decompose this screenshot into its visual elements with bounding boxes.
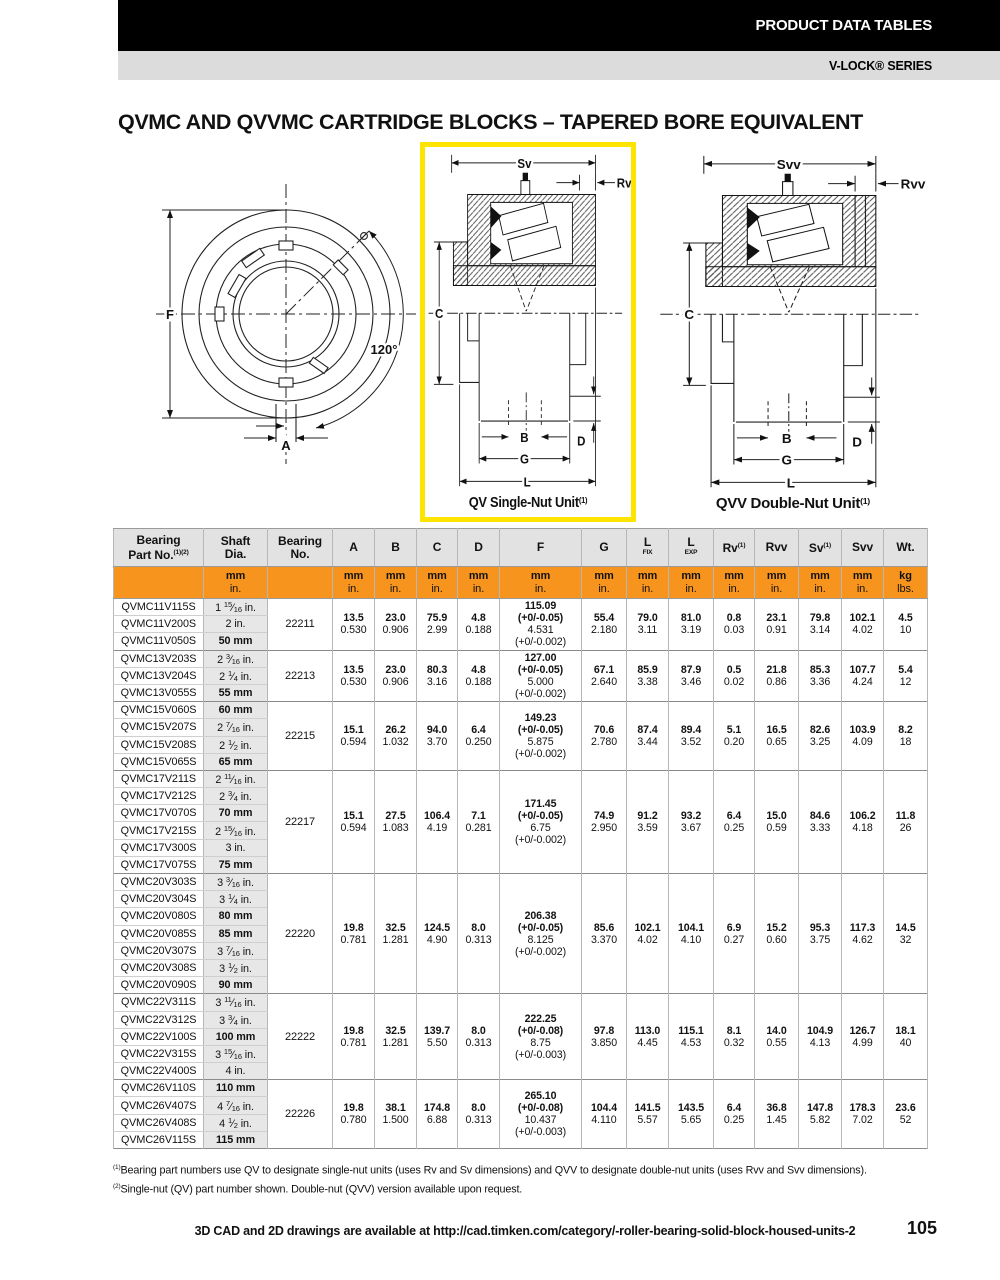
dim-b-value: 23.0 0.906: [375, 599, 417, 651]
dim-c-value: 94.0 3.70: [417, 702, 458, 771]
dim-lexp-value: 143.5 5.65: [669, 1080, 714, 1149]
shaft-dia-value: 2 $^{11}⁄_{16}$ in.: [204, 770, 268, 787]
dim-d-label: D: [577, 434, 586, 449]
col-l-exp: L EXP: [669, 529, 714, 567]
bearing-no-value: 22222: [268, 994, 333, 1080]
col-d: D: [458, 529, 500, 567]
col-rv: Rv$^{(1)}$: [714, 529, 755, 567]
dim-g-value: 97.8 3.850: [582, 994, 627, 1080]
shaft-dia-value: 115 mm: [204, 1131, 268, 1148]
dim-wt-value: 11.8 26: [884, 770, 928, 873]
col-c: C: [417, 529, 458, 567]
bearing-part-no: QVMC26V407S: [114, 1097, 204, 1114]
bearing-part-no: QVMC26V408S: [114, 1114, 204, 1131]
dim-rv-value: 5.1 0.20: [714, 702, 755, 771]
shaft-dia-value: 70 mm: [204, 805, 268, 822]
units-kg-lbs: kg lbs.: [884, 567, 928, 599]
shaft-dia-value: 60 mm: [204, 702, 268, 719]
dim-l-label: L: [523, 474, 531, 490]
units-mm-in: mm in.: [417, 567, 458, 599]
dim-c-value: 139.7 5.50: [417, 994, 458, 1080]
shaft-dia-value: 55 mm: [204, 684, 268, 701]
col-f: F: [500, 529, 582, 567]
shaft-dia-value: 85 mm: [204, 925, 268, 942]
bearing-part-no: QVMC22V315S: [114, 1045, 204, 1062]
bearing-group-22222: [114, 994, 928, 1080]
dim-rv-value: 0.8 0.03: [714, 599, 755, 651]
dim-a-value: 13.5 0.530: [333, 599, 375, 651]
shaft-dia-value: 90 mm: [204, 977, 268, 994]
dim-lexp-value: 104.1 4.10: [669, 874, 714, 994]
dim-rv-value: 6.4 0.25: [714, 770, 755, 873]
shaft-dia-value: 3 $^1⁄_2$ in.: [204, 959, 268, 976]
dim-f-value: 206.38 (+0/-0.05) 8.125 (+0/-0.002): [500, 874, 582, 994]
bearing-part-no: QVMC15V208S: [114, 736, 204, 753]
dim-sv-value: 82.6 3.25: [799, 702, 842, 771]
bearing-group-22211: [114, 599, 928, 651]
units-mm-in: mm in.: [333, 567, 375, 599]
footnote-2: $^{(2)}$Single-nut (QV) part number shown. Double-nut (QVV) version available upon request.: [113, 1182, 523, 1196]
bearing-part-no: QVMC17V211S: [114, 770, 204, 787]
dim-d-value: 6.4 0.250: [458, 702, 500, 771]
dim-d-value: 4.8 0.188: [458, 599, 500, 651]
dim-c-value: 106.4 4.19: [417, 770, 458, 873]
dim-lfix-value: 87.4 3.44: [627, 702, 669, 771]
bearing-part-no: QVMC20V307S: [114, 942, 204, 959]
shaft-dia-value: 2 $^1⁄_4$ in.: [204, 667, 268, 684]
header-band-black: [118, 0, 1000, 51]
dim-lfix-value: 102.1 4.02: [627, 874, 669, 994]
footer: [113, 1218, 937, 1248]
shaft-dia-value: 3 $^1⁄_4$ in.: [204, 891, 268, 908]
bearing-part-no: QVMC20V304S: [114, 891, 204, 908]
shaft-dia-value: 75 mm: [204, 856, 268, 873]
bearing-part-no: QVMC22V312S: [114, 1011, 204, 1028]
dim-svv-value: 102.1 4.02: [842, 599, 884, 651]
dim-g-value: 67.1 2.640: [582, 650, 627, 702]
table-row: [114, 770, 928, 787]
shaft-dia-value: 3 $^{15}⁄_{16}$ in.: [204, 1045, 268, 1062]
dim-rv-label: Rv: [616, 175, 631, 191]
dim-f-value: 115.09 (+0/-0.05) 4.531 (+0/-0.002): [500, 599, 582, 651]
table-row: [114, 650, 928, 667]
units-mm-in: mm in.: [458, 567, 500, 599]
bearing-part-no: QVMC17V300S: [114, 839, 204, 856]
dim-b-value: 27.5 1.083: [375, 770, 417, 873]
bearing-no-value: 22217: [268, 770, 333, 873]
bearing-no-value: 22213: [268, 650, 333, 702]
dim-rv-value: 8.1 0.32: [714, 994, 755, 1080]
series-label: V-LOCK® SERIES: [829, 58, 932, 73]
banner-title: PRODUCT DATA TABLES: [755, 17, 932, 34]
dim-sv-value: 147.8 5.82: [799, 1080, 842, 1149]
dim-sv-value: 95.3 3.75: [799, 874, 842, 994]
qvv-caption: QVV Double-Nut Unit$^{(1)}$: [715, 496, 870, 512]
bearing-group-22217: [114, 770, 928, 873]
units-empty: [268, 567, 333, 599]
dim-a-value: 15.1 0.594: [333, 770, 375, 873]
dim-lfix-value: 113.0 4.45: [627, 994, 669, 1080]
units-mm-in: mm in.: [375, 567, 417, 599]
shaft-dia-value: 80 mm: [204, 908, 268, 925]
dim-b-value: 38.1 1.500: [375, 1080, 417, 1149]
bearing-part-no: QVMC17V070S: [114, 805, 204, 822]
dim-a-value: 19.8 0.781: [333, 994, 375, 1080]
units-empty: [114, 567, 204, 599]
dim-a-label: A: [281, 438, 291, 453]
shaft-dia-value: 2 $^3⁄_4$ in.: [204, 788, 268, 805]
diagram-area: [118, 142, 942, 524]
dim-d-value: 4.8 0.188: [458, 650, 500, 702]
dim-a-value: 19.8 0.780: [333, 1080, 375, 1149]
dim-rvv-value: 15.2 0.60: [755, 874, 799, 994]
dim-wt-value: 18.1 40: [884, 994, 928, 1080]
dim-f-value: 222.25 (+0/-0.08) 8.75 (+0/-0.003): [500, 994, 582, 1080]
units-mm-in: mm in.: [500, 567, 582, 599]
units-mm-in: mm in.: [669, 567, 714, 599]
dim-a-value: 15.1 0.594: [333, 702, 375, 771]
bearing-part-no: QVMC11V200S: [114, 616, 204, 633]
dim-d-value: 8.0 0.313: [458, 874, 500, 994]
dim-wt-value: 8.2 18: [884, 702, 928, 771]
header-band-gray: [118, 51, 1000, 80]
dim-c-value: 124.5 4.90: [417, 874, 458, 994]
dim-lexp-value: 81.0 3.19: [669, 599, 714, 651]
table-row: [114, 599, 928, 616]
bearing-group-22215: [114, 702, 928, 771]
dim-sv-value: 85.3 3.36: [799, 650, 842, 702]
dim-lfix-value: 91.2 3.59: [627, 770, 669, 873]
bearing-part-no: QVMC15V207S: [114, 719, 204, 736]
bearing-part-no: QVMC22V311S: [114, 994, 204, 1011]
shaft-dia-value: 100 mm: [204, 1028, 268, 1045]
bearing-no-value: 22215: [268, 702, 333, 771]
units-mm-in: mm in.: [842, 567, 884, 599]
units-mm-in: mm in.: [714, 567, 755, 599]
dim-g-label: G: [519, 451, 529, 467]
dim-rvv-value: 21.8 0.86: [755, 650, 799, 702]
bearing-part-no: QVMC11V050S: [114, 633, 204, 650]
dim-f-label: F: [166, 307, 174, 322]
units-mm-in: mm in.: [799, 567, 842, 599]
bearing-group-22213: [114, 650, 928, 702]
dim-rvv-value: 16.5 0.65: [755, 702, 799, 771]
col-rvv: Rvv: [755, 529, 799, 567]
dim-svv-value: 107.7 4.24: [842, 650, 884, 702]
shaft-dia-value: 3 $^3⁄_4$ in.: [204, 1011, 268, 1028]
bearing-part-no: QVMC20V090S: [114, 977, 204, 994]
dim-svv-value: 106.2 4.18: [842, 770, 884, 873]
dim-svv-value: 178.3 7.02: [842, 1080, 884, 1149]
shaft-dia-value: 3 $^{11}⁄_{16}$ in.: [204, 994, 268, 1011]
dim-rvv-value: 23.1 0.91: [755, 599, 799, 651]
col-g: G: [582, 529, 627, 567]
dim-g-label: G: [781, 452, 792, 468]
units-mm-in: mm in.: [582, 567, 627, 599]
page-number: 105: [906, 1218, 937, 1238]
dim-b-value: 23.0 0.906: [375, 650, 417, 702]
dim-b-label: B: [520, 430, 529, 445]
bearing-part-no: QVMC22V400S: [114, 1063, 204, 1080]
bearing-part-no: QVMC17V215S: [114, 822, 204, 839]
shaft-dia-value: 50 mm: [204, 633, 268, 650]
col-wt: Wt.: [884, 529, 928, 567]
footnotes: [113, 1160, 943, 1197]
dim-svv-label: Svv: [776, 157, 801, 172]
dim-g-value: 104.4 4.110: [582, 1080, 627, 1149]
dim-svv-value: 103.9 4.09: [842, 702, 884, 771]
bearing-part-no: QVMC26V110S: [114, 1080, 204, 1097]
table-row: [114, 994, 928, 1011]
dim-f-value: 149.23 (+0/-0.05) 5.875 (+0/-0.002): [500, 702, 582, 771]
bearing-part-no: QVMC11V115S: [114, 599, 204, 616]
dim-f-value: 127.00 (+0/-0.05) 5.000 (+0/-0.002): [500, 650, 582, 702]
dim-rvv-value: 14.0 0.55: [755, 994, 799, 1080]
table-row: [114, 702, 928, 719]
shaft-dia-value: 4 $^7⁄_{16}$ in.: [204, 1097, 268, 1114]
dim-svv-value: 117.3 4.62: [842, 874, 884, 994]
shaft-dia-value: 3 $^7⁄_{16}$ in.: [204, 942, 268, 959]
bearing-part-no: QVMC20V308S: [114, 959, 204, 976]
shaft-dia-value: 3 $^3⁄_{16}$ in.: [204, 874, 268, 891]
dim-c-label: C: [684, 307, 695, 323]
bearing-part-no: QVMC17V075S: [114, 856, 204, 873]
dim-a-value: 19.8 0.781: [333, 874, 375, 994]
bearing-no-value: 22226: [268, 1080, 333, 1149]
dim-sv-label: Sv: [517, 156, 532, 171]
shaft-dia-value: 4 $^1⁄_2$ in.: [204, 1114, 268, 1131]
bearing-part-no: QVMC22V100S: [114, 1028, 204, 1045]
dim-c-value: 80.3 3.16: [417, 650, 458, 702]
dim-wt-value: 5.4 12: [884, 650, 928, 702]
bearing-part-no: QVMC13V203S: [114, 650, 204, 667]
table-units-row: [114, 567, 928, 599]
dim-rv-value: 6.9 0.27: [714, 874, 755, 994]
bearing-part-no: QVMC17V212S: [114, 788, 204, 805]
col-shaft-dia: Shaft Dia.: [204, 529, 268, 567]
bearing-part-no: QVMC26V115S: [114, 1131, 204, 1148]
dim-lexp-value: 93.2 3.67: [669, 770, 714, 873]
qvv-double-nut-drawing: [652, 148, 938, 516]
dim-svv-value: 126.7 4.99: [842, 994, 884, 1080]
shaft-dia-value: 2 in.: [204, 616, 268, 633]
dim-c-value: 75.9 2.99: [417, 599, 458, 651]
bearing-part-no: QVMC13V055S: [114, 684, 204, 701]
dim-g-value: 70.6 2.780: [582, 702, 627, 771]
qv-single-nut-drawing: [425, 147, 631, 515]
shaft-dia-value: 65 mm: [204, 753, 268, 770]
dim-rvv-value: 36.8 1.45: [755, 1080, 799, 1149]
units-shaft: mm in.: [204, 567, 268, 599]
bearing-group-22220: [114, 874, 928, 994]
shaft-dia-value: 2 $^3⁄_{16}$ in.: [204, 650, 268, 667]
bearing-group-22226: [114, 1080, 928, 1149]
shaft-dia-value: 2 $^{15}⁄_{16}$ in.: [204, 822, 268, 839]
bearing-part-no: QVMC20V085S: [114, 925, 204, 942]
bearing-no-value: 22211: [268, 599, 333, 651]
footnote-1: $^{(1)}$Bearing part numbers use QV to designate single-nut units (uses Rv and Sv dimensions) and QVV to designate double-nut units (uses Rvv and Svv dimensions).: [113, 1164, 867, 1177]
dim-d-value: 7.1 0.281: [458, 770, 500, 873]
front-view-drawing: [126, 142, 426, 524]
dim-rvv-label: Rvv: [900, 176, 926, 192]
col-sv: Sv$^{(1)}$: [799, 529, 842, 567]
col-svv: Svv: [842, 529, 884, 567]
dim-lfix-value: 79.0 3.11: [627, 599, 669, 651]
angle-label: 120°: [370, 342, 398, 357]
product-data-table: [113, 528, 928, 1149]
dim-wt-value: 14.5 32: [884, 874, 928, 994]
dim-wt-value: 23.6 52: [884, 1080, 928, 1149]
dim-lexp-value: 87.9 3.46: [669, 650, 714, 702]
dim-lfix-value: 141.5 5.57: [627, 1080, 669, 1149]
dim-b-label: B: [781, 431, 792, 446]
dim-lexp-value: 115.1 4.53: [669, 994, 714, 1080]
bearing-no-value: 22220: [268, 874, 333, 994]
dim-wt-value: 4.5 10: [884, 599, 928, 651]
bearing-part-no: QVMC13V204S: [114, 667, 204, 684]
dim-d-label: D: [852, 435, 863, 450]
dim-rv-value: 6.4 0.25: [714, 1080, 755, 1149]
dim-lexp-value: 89.4 3.52: [669, 702, 714, 771]
footer-cad-note: 3D CAD and 2D drawings are available at http://cad.timken.com/category/-roller-bearing-solid-block-housed-units-2: [194, 1224, 856, 1238]
col-l-fix: L FIX: [627, 529, 669, 567]
shaft-dia-value: 3 in.: [204, 839, 268, 856]
qv-caption: QV Single-Nut Unit$^{(1)}$: [468, 494, 588, 511]
table-row: [114, 874, 928, 891]
dim-sv-value: 104.9 4.13: [799, 994, 842, 1080]
col-a: A: [333, 529, 375, 567]
shaft-dia-value: 1 $^{15}⁄_{16}$ in.: [204, 599, 268, 616]
qv-highlight-box: [420, 142, 636, 522]
table-header-row: [114, 529, 928, 567]
dim-b-value: 32.5 1.281: [375, 994, 417, 1080]
dim-a-value: 13.5 0.530: [333, 650, 375, 702]
dim-d-value: 8.0 0.313: [458, 1080, 500, 1149]
dim-sv-value: 79.8 3.14: [799, 599, 842, 651]
shaft-dia-value: 2 $^7⁄_{16}$ in.: [204, 719, 268, 736]
dim-c-value: 174.8 6.88: [417, 1080, 458, 1149]
dim-rv-value: 0.5 0.02: [714, 650, 755, 702]
shaft-dia-value: 4 in.: [204, 1063, 268, 1080]
dim-f-value: 265.10 (+0/-0.08) 10.437 (+0/-0.003): [500, 1080, 582, 1149]
dim-g-value: 74.9 2.950: [582, 770, 627, 873]
table-row: [114, 1080, 928, 1097]
dim-b-value: 32.5 1.281: [375, 874, 417, 994]
col-b: B: [375, 529, 417, 567]
bearing-part-no: QVMC15V060S: [114, 702, 204, 719]
shaft-dia-value: 2 $^1⁄_2$ in.: [204, 736, 268, 753]
dim-c-label: C: [435, 306, 444, 322]
bearing-part-no: QVMC15V065S: [114, 753, 204, 770]
dim-g-value: 85.6 3.370: [582, 874, 627, 994]
product-table-wrap: [113, 528, 927, 1149]
dim-sv-value: 84.6 3.33: [799, 770, 842, 873]
bearing-part-no: QVMC20V303S: [114, 874, 204, 891]
bearing-part-no: QVMC20V080S: [114, 908, 204, 925]
page-title: QVMC AND QVVMC CARTRIDGE BLOCKS – TAPERED BORE EQUIVALENT: [118, 110, 863, 134]
col-bearing-part-no: Bearing Part No.$^{(1)(2)}$: [114, 529, 204, 567]
col-bearing-no: Bearing No.: [268, 529, 333, 567]
dim-f-value: 171.45 (+0/-0.05) 6.75 (+0/-0.002): [500, 770, 582, 873]
dim-lfix-value: 85.9 3.38: [627, 650, 669, 702]
dim-rvv-value: 15.0 0.59: [755, 770, 799, 873]
units-mm-in: mm in.: [755, 567, 799, 599]
dim-l-label: L: [786, 475, 795, 491]
dim-b-value: 26.2 1.032: [375, 702, 417, 771]
dim-g-value: 55.4 2.180: [582, 599, 627, 651]
dim-d-value: 8.0 0.313: [458, 994, 500, 1080]
shaft-dia-value: 110 mm: [204, 1080, 268, 1097]
units-mm-in: mm in.: [627, 567, 669, 599]
